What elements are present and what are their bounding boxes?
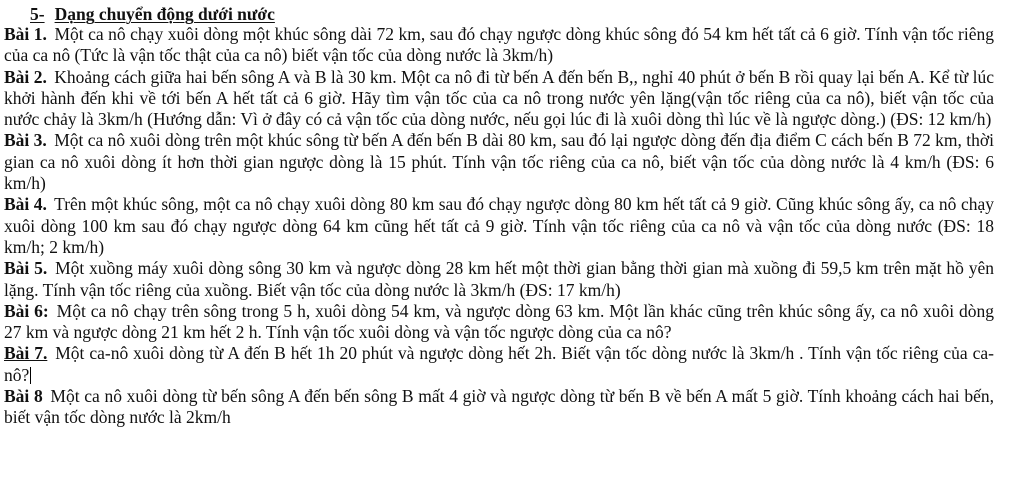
problem-text: Một ca nô chạy xuôi dòng một khúc sông dài 72 km, sau đó chạy ngược dòng khúc sông đó 54 km hết tất cả 6 giờ. Tính vận tốc riêng của ca nô (Tức là vận tốc thật của ca nô) biết vận tốc của dòng nước là 3km/h) [4, 24, 994, 66]
problem-label: Bài 3. [4, 130, 47, 151]
section-number: 5- [30, 4, 45, 24]
section-heading [4, 4, 994, 24]
problem-6 [4, 301, 994, 344]
problem-label: Bài 1. [4, 24, 47, 44]
problem-label: Bài 8 [4, 386, 43, 407]
problem-text: Một ca nô chạy trên sông trong 5 h, xuôi dòng 54 km, và ngược dòng 63 km. Một lần khác cũng trên khúc sông ấy, ca nô xuôi dòng 27 km và ngược dòng 21 km hết 2 h. Tính vận tốc xuôi dòng và vận tốc ngược dòng của ca nô? [4, 300, 994, 343]
section-title: Dạng chuyển động dưới nước [54, 4, 275, 24]
problem-text: Khoảng cách giữa hai bến sông A và B là 30 km. Một ca nô đi từ bến A đến bến B,, nghỉ 40 phút ở bến B rồi quay lại bến A. Kể từ lúc khởi hành đến khi về tới bến A hết tất cả 6 giờ. Hãy tìm vận tốc của ca nô trong nước yên lặng(vận tốc riêng của ca nô), biết vận tốc của nước chảy là 3km/h (Hướng dẫn: Vì ở đây có cả vận tốc của dòng nước, nếu gọi lúc đi là xuôi dòng thì lúc về là ngược dòng.) (ĐS: 12 km/h) [4, 66, 994, 130]
problem-5 [4, 258, 994, 301]
problem-8 [4, 386, 994, 429]
problem-label: Bài 6: [4, 300, 49, 321]
problem-label: Bài 5. [4, 258, 48, 279]
problem-text: Một ca nô xuôi dòng trên một khúc sông từ bến A đến bến B dài 80 km, sau đó lại ngược dòng đến địa điểm C cách bến B 72 km, thời gian ca nô xuôi dòng ít hơn thời gian ngược dòng là 15 phút. Tính vận tốc riêng của ca nô, biết vận tốc của dòng nước là 4 km/h (ĐS: 6 km/h) [4, 130, 994, 194]
problem-label: Bài 4. [4, 194, 47, 215]
problem-7 [4, 343, 994, 386]
text-cursor [30, 367, 31, 384]
problem-1 [4, 24, 994, 67]
problem-text: Một xuồng máy xuôi dòng sông 30 km và ngược dòng 28 km hết một thời gian bằng thời gian mà xuồng đi 59,5 km trên mặt hồ yên lặng. Tính vận tốc riêng của xuồng. Biết vận tốc của dòng nước là 3km/h (ĐS: 17 km/h) [4, 258, 994, 300]
problem-label: Bài 7. [4, 343, 48, 364]
problem-text: Một ca nô xuôi dòng từ bến sông A đến bến sông B mất 4 giờ và ngược dòng từ bến B về bến A mất 5 giờ. Tính khoảng cách hai bến, biết vận tốc dòng nước là 2km/h [4, 386, 994, 428]
problem-label: Bài 2. [4, 66, 47, 87]
problem-4 [4, 194, 994, 258]
problem-text: Trên một khúc sông, một ca nô chạy xuôi dòng 80 km sau đó chạy ngược dòng 80 km hết tất cả 9 giờ. Cũng khúc sông ấy, ca nô chạy xuôi dòng 100 km sau đó chạy ngược dòng 64 km cũng hết tất cả 9 giờ. Tính vận tốc riêng của ca nô và vận tốc của dòng nước (ĐS: 18 km/h; 2 km/h) [4, 194, 994, 257]
problem-2 [4, 67, 994, 131]
problem-3 [4, 130, 994, 194]
problem-text: Một ca-nô xuôi dòng từ A đến B hết 1h 20 phút và ngược dòng hết 2h. Biết vận tốc dòng nước là 3km/h . Tính vận tốc riêng của ca-nô? [4, 343, 994, 385]
